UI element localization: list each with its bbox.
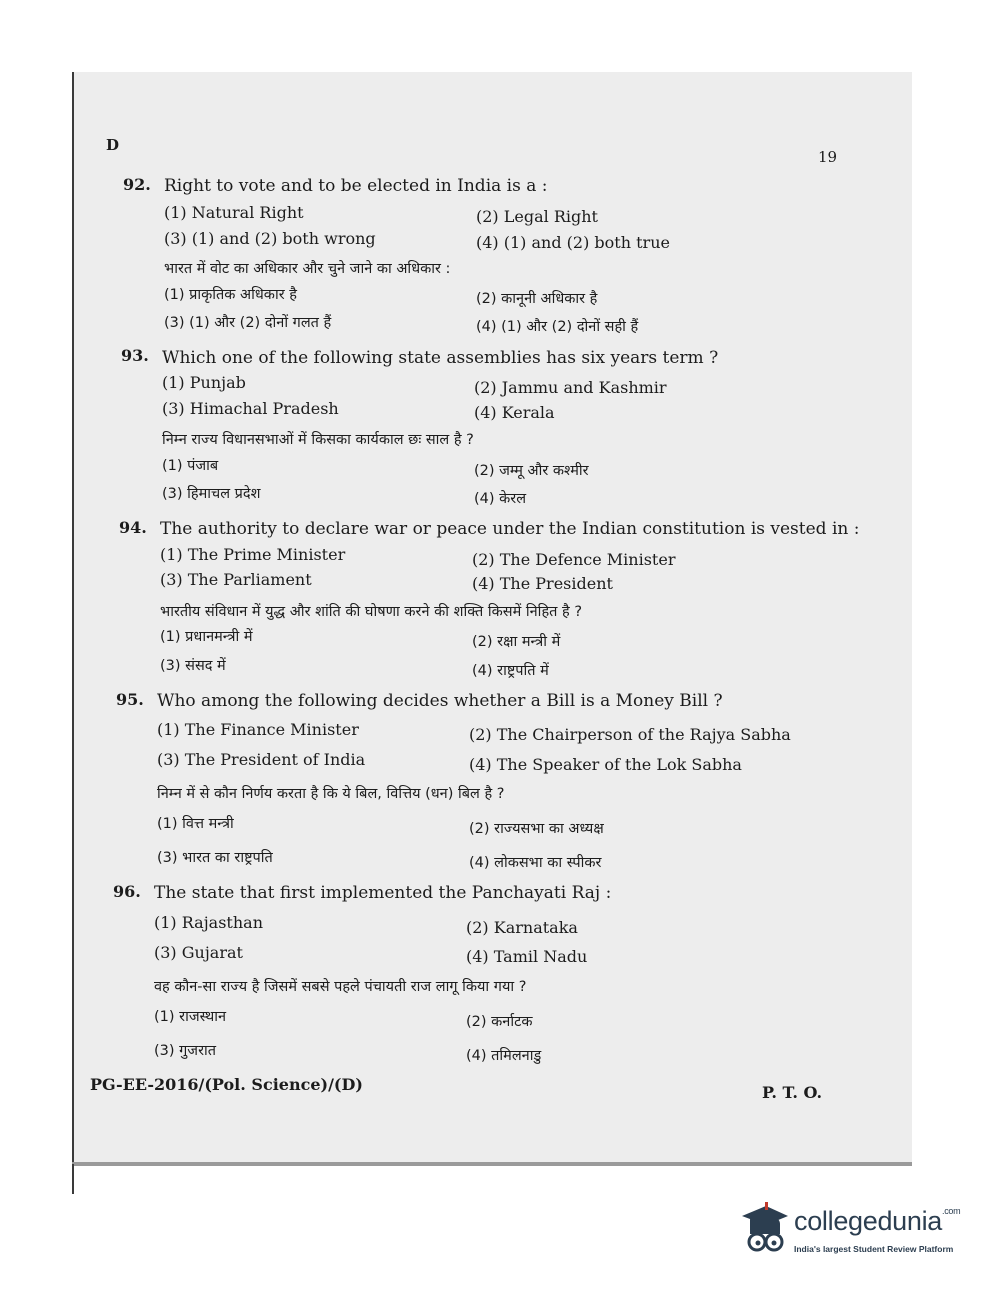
option-hi: (2) जम्मू और कश्मीर bbox=[474, 463, 589, 479]
option-en: (3) The President of India bbox=[157, 750, 366, 769]
option-en: (1) Natural Right bbox=[164, 203, 304, 222]
option-hi: (2) राज्यसभा का अध्यक्ष bbox=[469, 821, 604, 837]
option-hi: (4) तमिलनाडु bbox=[466, 1048, 542, 1064]
page-number: 19 bbox=[818, 148, 838, 166]
option-en: (4) Kerala bbox=[474, 403, 555, 422]
logo-wordmark: collegedunia$^{.com}$ bbox=[794, 1206, 961, 1236]
option-en: (2) Legal Right bbox=[476, 207, 598, 226]
question-text-hi: भारत में वोट का अधिकार और चुने जाने का अधिकार : bbox=[164, 261, 451, 277]
page-edge-shadow bbox=[72, 1162, 912, 1166]
question-number: 94. bbox=[119, 518, 147, 537]
option-en: (3) The Parliament bbox=[160, 570, 312, 589]
set-code: D bbox=[106, 136, 120, 154]
option-hi: (4) लोकसभा का स्पीकर bbox=[469, 855, 602, 871]
question-number: 92. bbox=[123, 175, 151, 194]
option-hi: (2) कानूनी अधिकार है bbox=[476, 291, 598, 307]
question-text-en: Who among the following decides whether a Bill is a Money Bill ? bbox=[157, 691, 723, 711]
option-hi: (3) संसद में bbox=[160, 658, 226, 674]
question-text-hi: वह कौन-सा राज्य है जिसमें सबसे पहले पंचायती राज लागू किया गया ? bbox=[154, 979, 527, 995]
option-hi: (1) राजस्थान bbox=[154, 1009, 227, 1025]
question-number: 95. bbox=[116, 690, 144, 709]
option-en: (2) Jammu and Kashmir bbox=[474, 378, 667, 397]
question-text-hi: निम्न में से कौन निर्णय करता है कि ये बिल, वित्तिय (धन) बिल है ? bbox=[157, 786, 505, 802]
option-hi: (4) केरल bbox=[474, 491, 527, 507]
page-edge-line bbox=[72, 1164, 74, 1194]
option-en: (3) Himachal Pradesh bbox=[162, 399, 339, 418]
option-en: (4) (1) and (2) both true bbox=[476, 233, 670, 252]
collegedunia-logo bbox=[736, 1198, 962, 1264]
option-hi: (3) हिमाचल प्रदेश bbox=[162, 486, 261, 502]
option-en: (1) Punjab bbox=[162, 373, 246, 392]
option-en: (2) Karnataka bbox=[466, 918, 578, 937]
option-en: (1) The Finance Minister bbox=[157, 720, 359, 739]
option-hi: (1) वित्त मन्त्री bbox=[157, 816, 234, 832]
question-text-en: Right to vote and to be elected in India is a : bbox=[164, 176, 548, 196]
please-turn-over: P. T. O. bbox=[762, 1083, 823, 1102]
option-en: (2) The Chairperson of the Rajya Sabha bbox=[469, 725, 791, 744]
mascot-icon bbox=[736, 1198, 792, 1260]
option-en: (4) The President bbox=[472, 574, 613, 593]
option-hi: (1) प्राकृतिक अधिकार है bbox=[164, 287, 297, 303]
question-text-en: The state that first implemented the Panchayati Raj : bbox=[154, 883, 612, 903]
question-number: 96. bbox=[113, 882, 141, 901]
option-en: (3) (1) and (2) both wrong bbox=[164, 229, 376, 248]
option-hi: (3) भारत का राष्ट्रपति bbox=[157, 850, 273, 866]
option-hi: (4) राष्ट्रपति में bbox=[472, 663, 549, 679]
question-text-en: Which one of the following state assemblies has six years term ? bbox=[162, 348, 719, 368]
question-text-en: The authority to declare war or peace under the Indian constitution is vested in : bbox=[160, 519, 860, 539]
question-number: 93. bbox=[121, 346, 149, 365]
option-hi: (3) गुजरात bbox=[154, 1043, 217, 1059]
option-en: (3) Gujarat bbox=[154, 943, 243, 962]
option-hi: (1) पंजाब bbox=[162, 458, 219, 474]
logo-tagline: India's largest Student Review Platform bbox=[794, 1244, 954, 1254]
option-hi: (2) कर्नाटक bbox=[466, 1014, 533, 1030]
question-text-hi: भारतीय संविधान में युद्ध और शांति की घोषणा करने की शक्ति किसमें निहित है ? bbox=[160, 604, 583, 620]
option-en: (4) The Speaker of the Lok Sabha bbox=[469, 755, 742, 774]
option-hi: (4) (1) और (2) दोनों सही हैं bbox=[476, 319, 639, 335]
option-en: (1) Rajasthan bbox=[154, 913, 263, 932]
option-en: (1) The Prime Minister bbox=[160, 545, 346, 564]
option-en: (2) The Defence Minister bbox=[472, 550, 676, 569]
option-hi: (3) (1) और (2) दोनों गलत हैं bbox=[164, 315, 332, 331]
question-text-hi: निम्न राज्य विधानसभाओं में किसका कार्यकाल छः साल है ? bbox=[162, 432, 474, 448]
paper-code: PG-EE-2016/(Pol. Science)/(D) bbox=[90, 1075, 363, 1094]
option-hi: (1) प्रधानमन्त्री में bbox=[160, 629, 253, 645]
option-en: (4) Tamil Nadu bbox=[466, 947, 588, 966]
option-hi: (2) रक्षा मन्त्री में bbox=[472, 634, 561, 650]
